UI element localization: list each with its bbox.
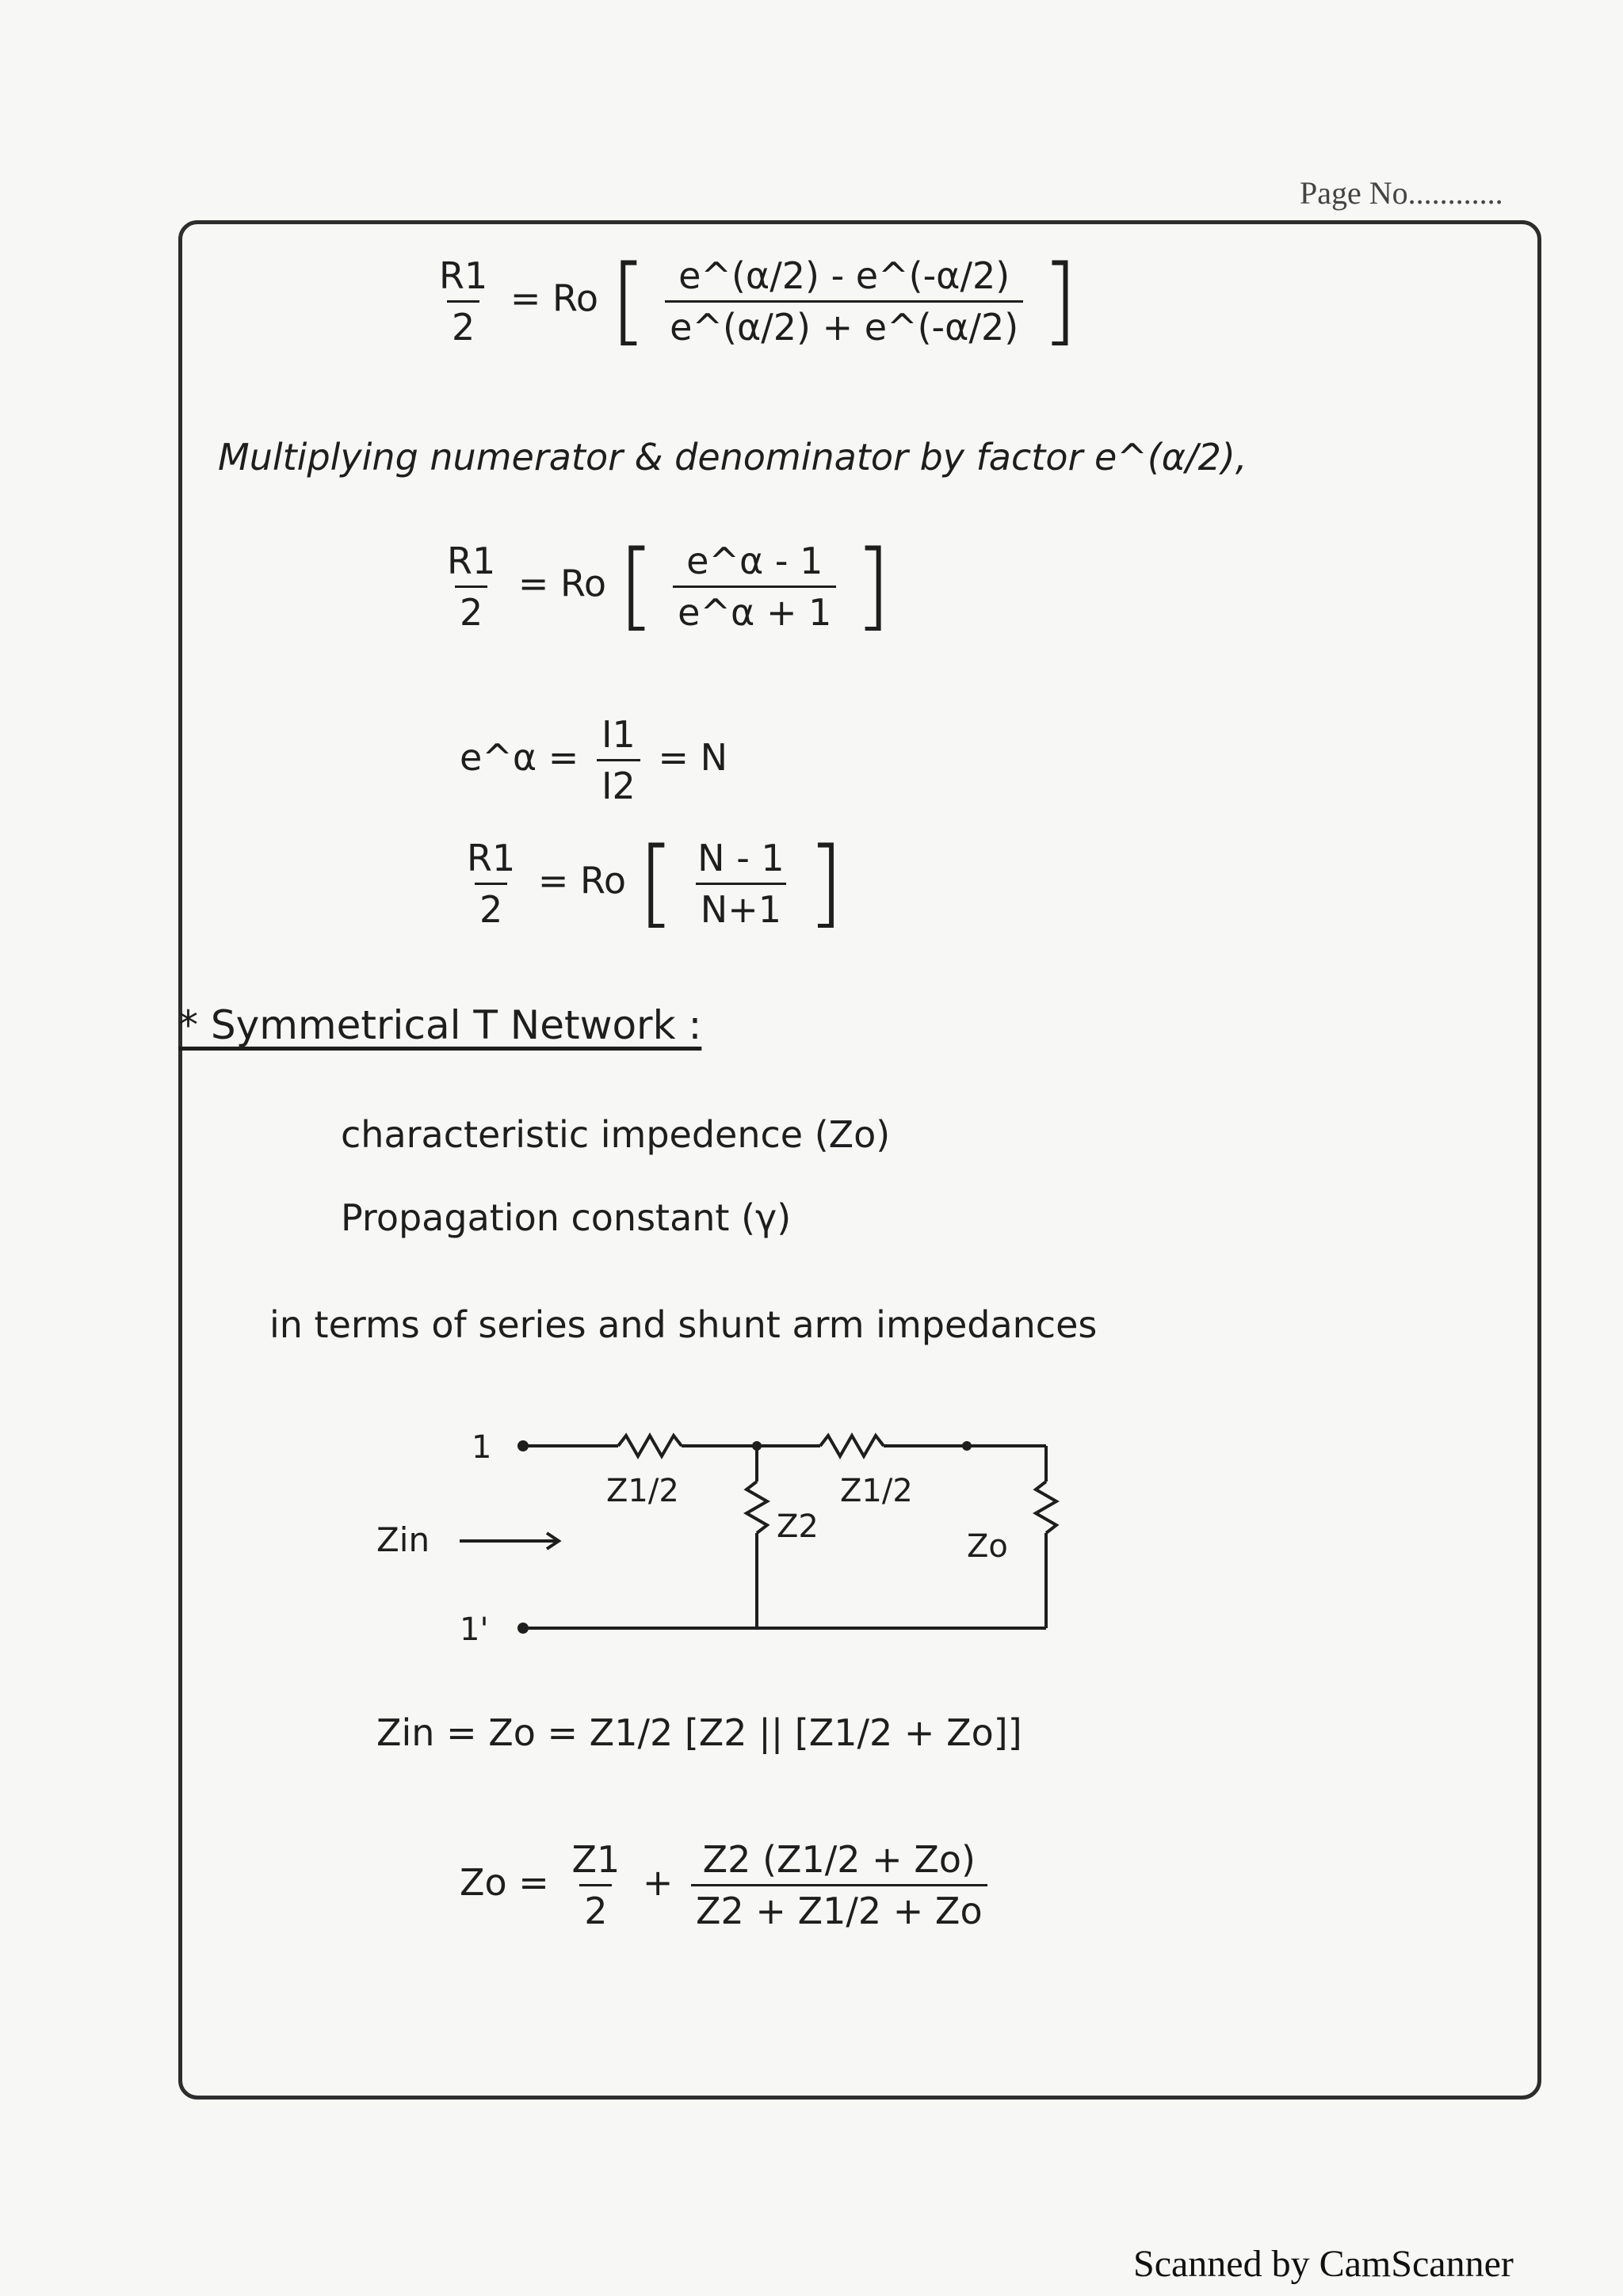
scanner-watermark: Scanned by CamScanner [1133, 2243, 1514, 2285]
circuit-node-1: 1 [472, 1429, 492, 1466]
eq4-lhs-den: 2 [475, 883, 507, 931]
section-line-1: characteristic impedence (Zo) [341, 1113, 891, 1156]
circuit-z1a-label: Z1/2 [606, 1473, 679, 1509]
eq6-num: Z2 (Z1/2 + Zo) [702, 1838, 976, 1881]
eq4-lhs-num: R1 [467, 836, 516, 879]
eq3-den: I2 [597, 759, 640, 807]
equation-5: Zin = Zo = Z1/2 [Z2 || [Z1/2 + Zo]] [376, 1711, 1022, 1754]
eq1-num: e^(α/2) - e^(-α/2) [678, 254, 1010, 297]
circuit-z2-label: Z2 [777, 1508, 819, 1545]
eq3-lhs: e^α = [460, 736, 579, 779]
eq3-rhs: = N [658, 736, 728, 779]
eq1-lhs-den: 2 [447, 300, 479, 349]
eq6-term1-den: 2 [579, 1884, 612, 1932]
eq6-den: Z2 + Z1/2 + Zo [691, 1884, 987, 1932]
equation-3 [460, 713, 727, 807]
circuit-node-1-prime: 1' [460, 1611, 489, 1648]
eq1-den: e^(α/2) + e^(-α/2) [665, 300, 1023, 349]
section-line-2: Propagation constant (γ) [341, 1196, 792, 1239]
eq2-lhs-num: R1 [447, 539, 496, 582]
circuit-zin-label: Zin [376, 1520, 430, 1559]
eq3-num: I1 [601, 713, 636, 756]
eq2-num: e^α - 1 [686, 539, 823, 582]
eq4-equals: = Ro [537, 859, 627, 902]
eq2-den: e^α + 1 [673, 585, 836, 634]
circuit-z1b-label: Z1/2 [840, 1473, 913, 1509]
eq2-equals: = Ro [517, 562, 607, 605]
equation-2: $\frac{R1}{2}$ = Ro [ $\frac{e\^{}\alpha - 1}{e\^{}\alpha + 1}$ ] [436, 539, 892, 634]
t-network-circuit [365, 1410, 1078, 1680]
eq4-num: N - 1 [697, 836, 785, 879]
equation-1: $\frac{R1}{2}$ = Ro [ $\frac{e\^{}(\alpha/2) - e\^{}(-\alpha/2)}{e\^{}(\alpha/2) + e\^{}(-\alpha/2)}$ ] [428, 254, 1079, 349]
eq6-plus: + [642, 1861, 674, 1904]
eq6-term1-num: Z1 [571, 1838, 621, 1881]
equation-6 [460, 1838, 994, 1932]
circuit-zo-label: Zo [967, 1528, 1008, 1565]
page-border [178, 220, 1541, 2100]
eq1-equals: = Ro [510, 277, 599, 320]
note-line: Multiplying numerator & denominator by factor e^(α/2), [218, 436, 1247, 479]
eq6-lhs: Zo = [460, 1861, 549, 1904]
page-number-label: Page No............ [1300, 175, 1503, 211]
equation-4: $\frac{R1}{2}$ = Ro [ $\frac{N - 1}{N+1}$ ] [456, 836, 844, 931]
eq4-den: N+1 [696, 883, 786, 931]
eq2-lhs-den: 2 [455, 585, 487, 634]
section-line-3: in terms of series and shunt arm impedances [269, 1303, 1098, 1346]
section-heading: * Symmetrical T Network : [178, 1002, 702, 1048]
eq1-lhs-num: R1 [439, 254, 488, 297]
